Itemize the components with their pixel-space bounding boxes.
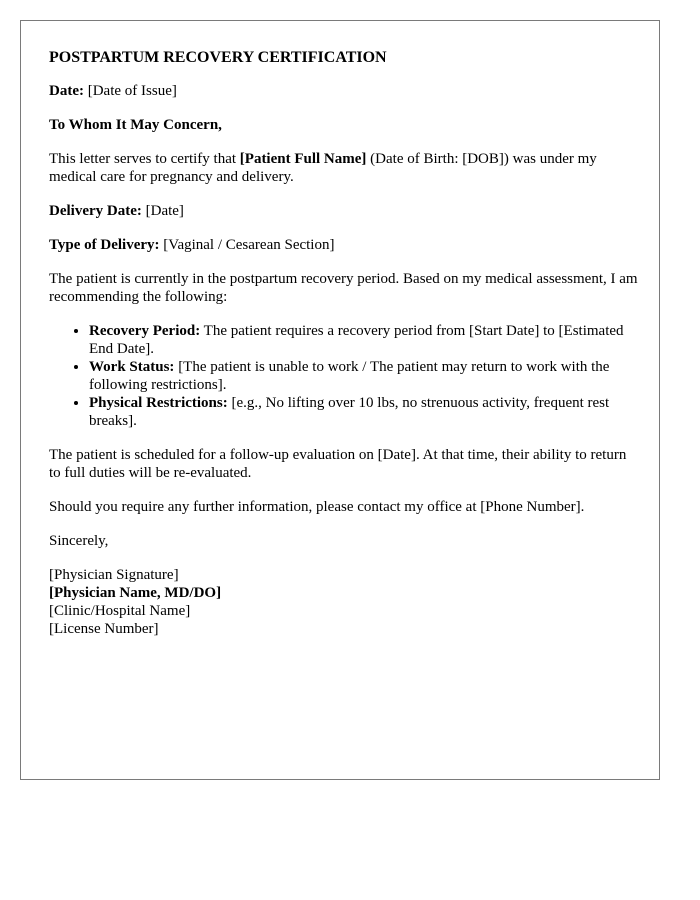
recovery-period-text: The patient requires a recovery period from [Start Date] to [Estimated End Date]. [89,323,624,357]
license-number: [License Number] [49,621,159,637]
work-status-label: Work Status: [89,359,175,375]
physician-name: [Physician Name, MD/DO] [49,585,222,601]
delivery-date-line [49,202,639,220]
work-status-text: [The patient is unable to work / The patient may return to work with the following restrictions]. [89,359,610,393]
document-title: POSTPARTUM RECOVERY CERTIFICATION [49,49,387,66]
list-item [89,358,639,394]
recommendations-list [49,322,639,430]
list-item [89,322,639,358]
clinic-name: [Clinic/Hospital Name] [49,603,191,619]
patient-name: [Patient Full Name] [239,151,367,167]
delivery-date-label: Delivery Date: [49,203,142,219]
delivery-type-label: Type of Delivery: [49,237,160,253]
physical-restrictions-text: [e.g., No lifting over 10 lbs, no strenuous activity, frequent rest breaks]. [89,395,610,429]
certificate-page [20,20,660,780]
intro-after: (Date of Birth: [DOB]) was under my medical care for pregnancy and delivery. [49,151,597,185]
delivery-type-value: [Vaginal / Cesarean Section] [159,237,335,253]
physician-signature: [Physician Signature] [49,567,179,583]
recovery-period-label: Recovery Period: [89,323,201,339]
salutation: To Whom It May Concern, [49,117,222,133]
signature-block [49,566,639,638]
delivery-date-value: [Date] [141,203,184,219]
list-item [89,394,639,430]
date-line [49,82,639,100]
physical-restrictions-label: Physical Restrictions: [89,395,228,411]
closing: Sincerely, [49,533,109,549]
date-value: [Date of Issue] [83,83,177,99]
intro-paragraph [49,150,639,186]
delivery-type-line [49,236,639,254]
letter-body [49,48,639,638]
followup-paragraph: The patient is scheduled for a follow-up evaluation on [Date]. At that time, their ability to return to full duties will be re-evaluated. [49,447,627,481]
recovery-paragraph: The patient is currently in the postpartum recovery period. Based on my medical assessment, I am recommending the following: [49,271,638,305]
date-label: Date: [49,83,84,99]
intro-before: This letter serves to certify that [49,151,240,167]
contact-paragraph: Should you require any further information, please contact my office at [Phone Number]. [49,499,585,515]
